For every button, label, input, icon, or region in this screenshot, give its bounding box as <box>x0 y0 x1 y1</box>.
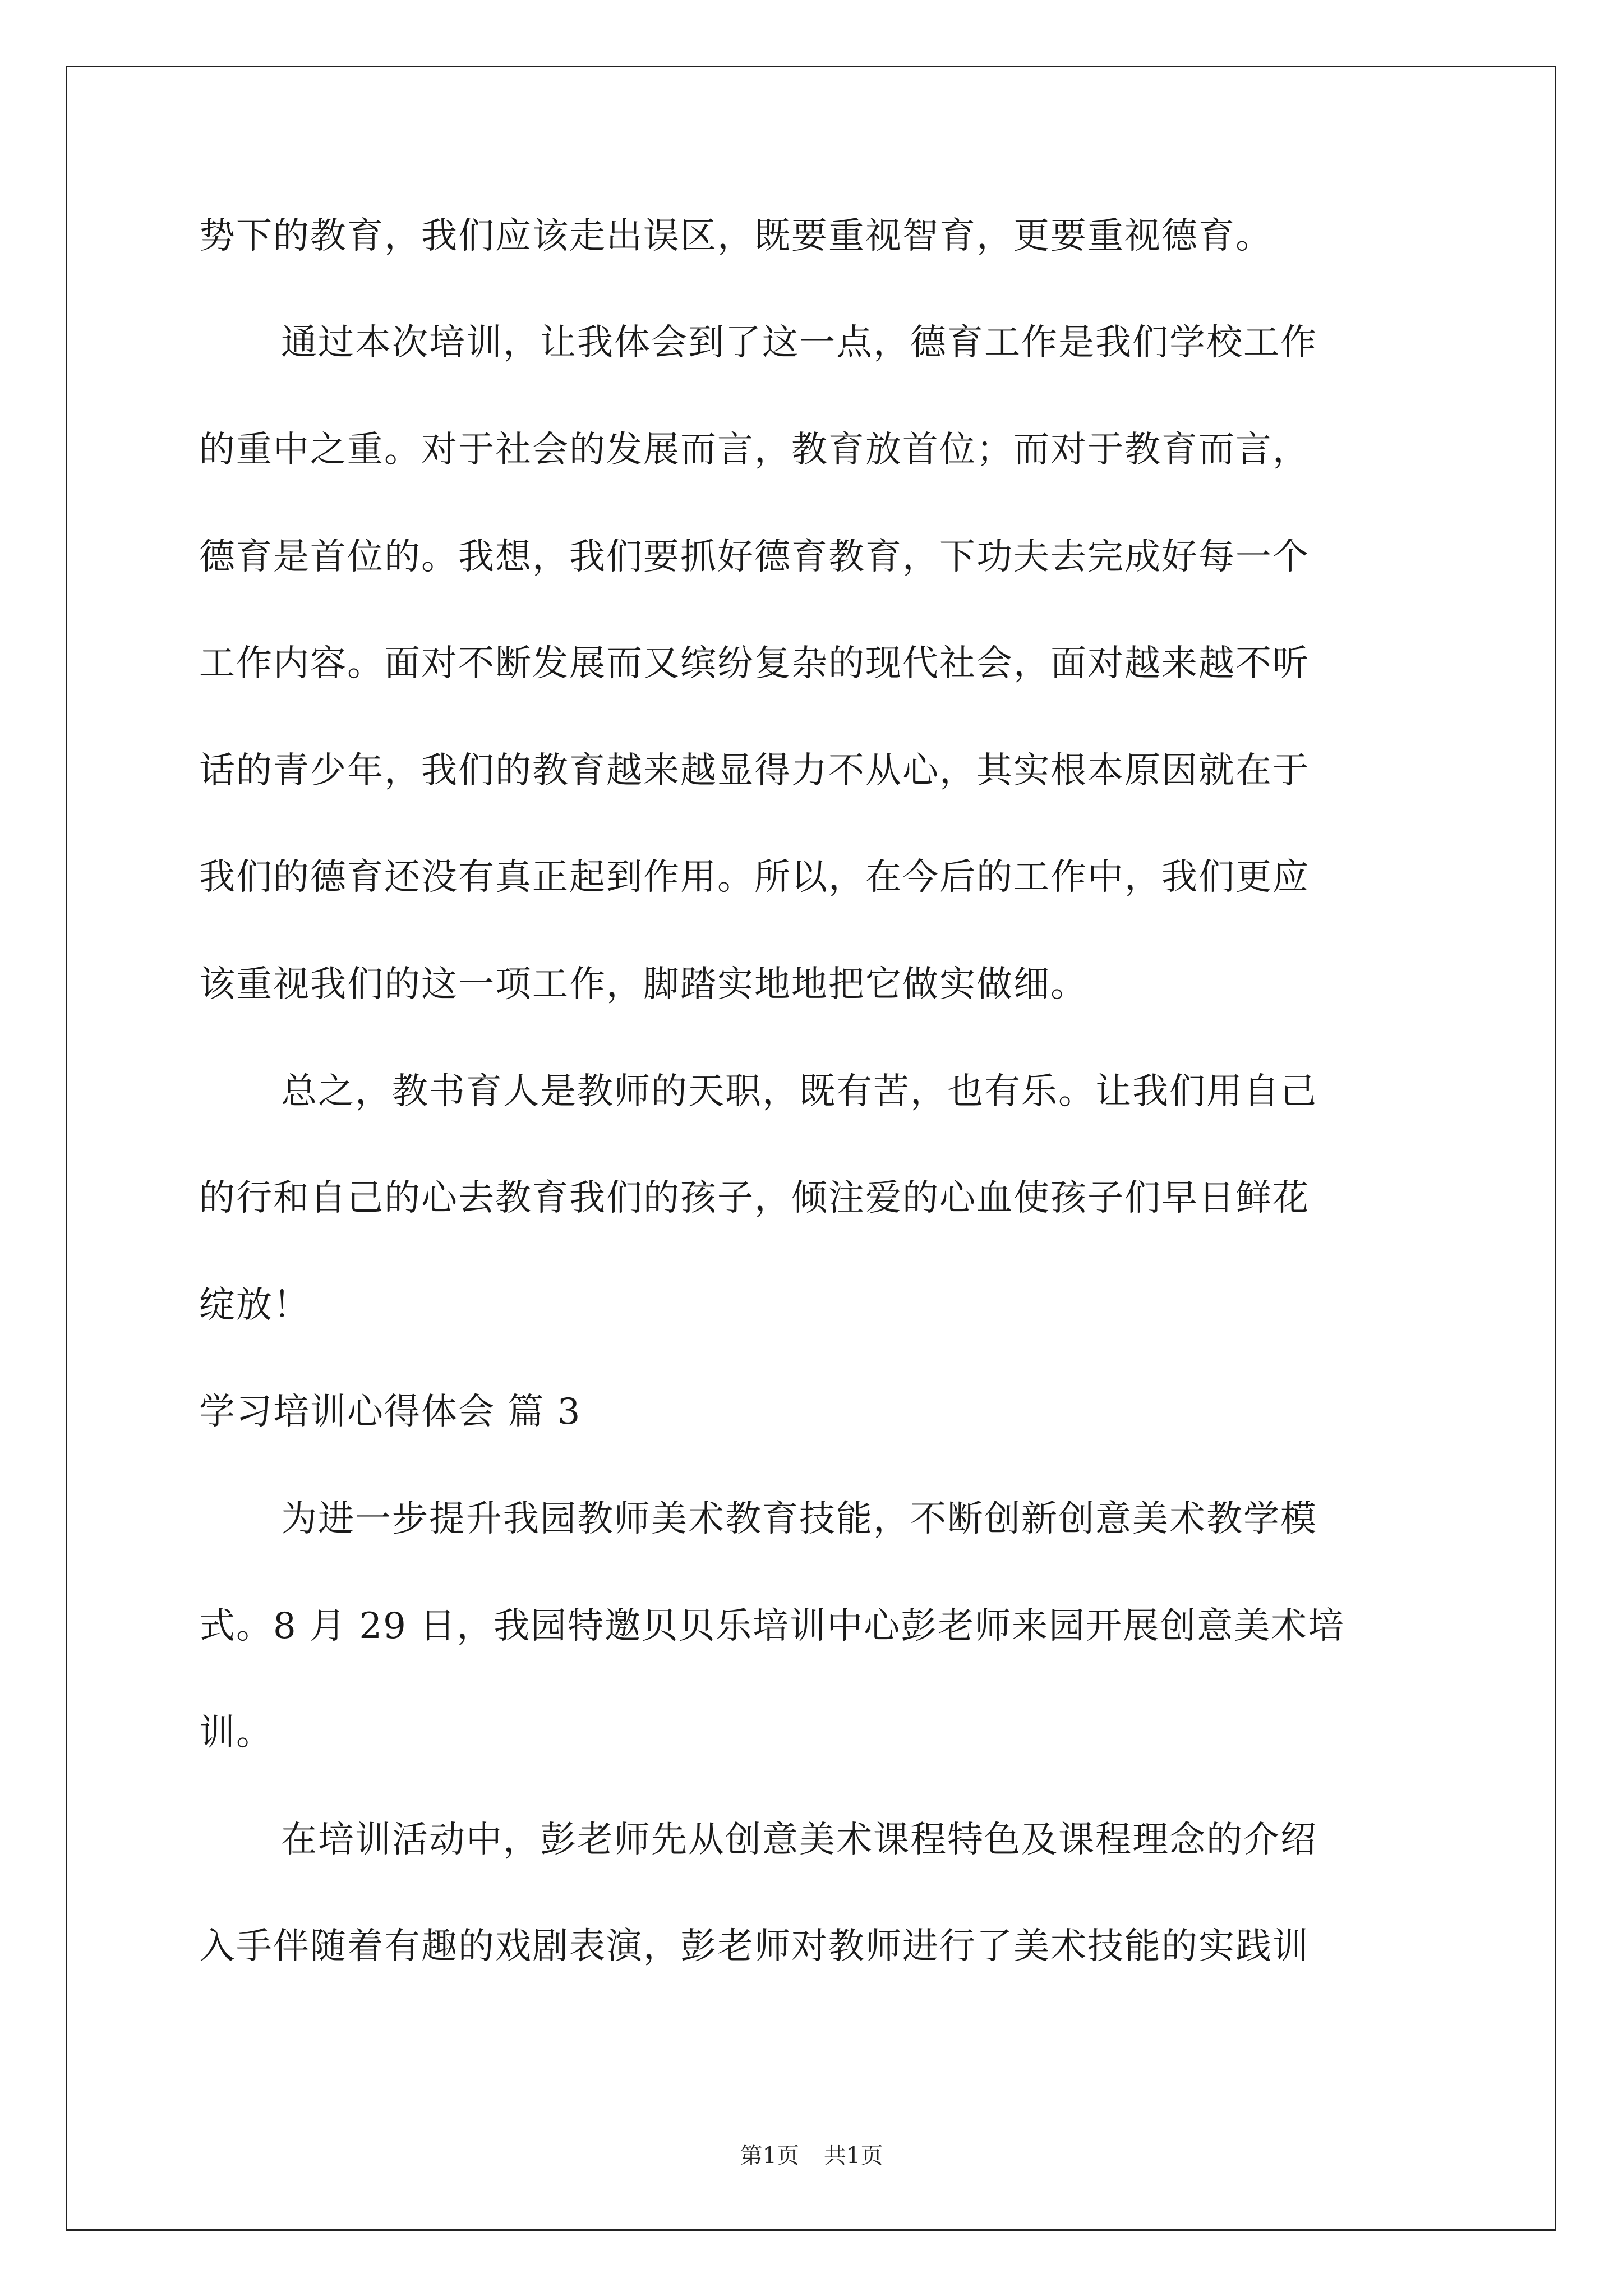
text-line: 德育是首位的。我想，我们要抓好德育教育，下功夫去完成好每一个 <box>199 536 1310 578</box>
paragraph-start-line: 通过本次培训，让我体会到了这一点，德育工作是我们学校工作 <box>281 322 1317 364</box>
paragraph-start-line: 总之，教书育人是教师的天职，既有苦，也有乐。让我们用自己 <box>281 1071 1317 1112</box>
page-border <box>66 66 1556 2231</box>
text-line: 话的青少年，我们的教育越来越显得力不从心，其实根本原因就在于 <box>199 750 1310 792</box>
text-line: 的重中之重。对于社会的发展而言，教育放首位；而对于教育而言， <box>199 429 1310 471</box>
text-line: 我们的德育还没有真正起到作用。所以，在今后的工作中，我们更应 <box>199 857 1310 898</box>
text-line: 训。 <box>199 1712 273 1754</box>
text-line: 入手伴随着有趣的戏剧表演，彭老师对教师进行了美术技能的实践训 <box>199 1926 1310 1967</box>
text-line: 工作内容。面对不断发展而又缤纷复杂的现代社会，面对越来越不听 <box>199 643 1310 684</box>
text-line: 绽放！ <box>199 1285 310 1326</box>
page-total: 共1页 <box>824 2143 883 2169</box>
text-line: 该重视我们的这一项工作，脚踏实地地把它做实做细。 <box>199 964 1087 1005</box>
text-line: 势下的教育，我们应该走出误区，既要重视智育，更要重视德育。 <box>199 215 1272 257</box>
section-heading: 学习培训心得体会 篇 3 <box>199 1391 582 1433</box>
paragraph-start-line: 在培训活动中，彭老师先从创意美术课程特色及课程理念的介绍 <box>281 1819 1317 1861</box>
page-number: 第1页 <box>740 2143 799 2169</box>
text-line: 的行和自己的心去教育我们的孩子，倾注爱的心血使孩子们早日鲜花 <box>199 1177 1310 1219</box>
page-footer <box>0 2142 1623 2170</box>
text-line: 式。8 月 29 日，我园特邀贝贝乐培训中心彭老师来园开展创意美术培 <box>199 1605 1345 1647</box>
paragraph-start-line: 为进一步提升我园教师美术教育技能，不断创新创意美术教学模 <box>281 1498 1317 1540</box>
